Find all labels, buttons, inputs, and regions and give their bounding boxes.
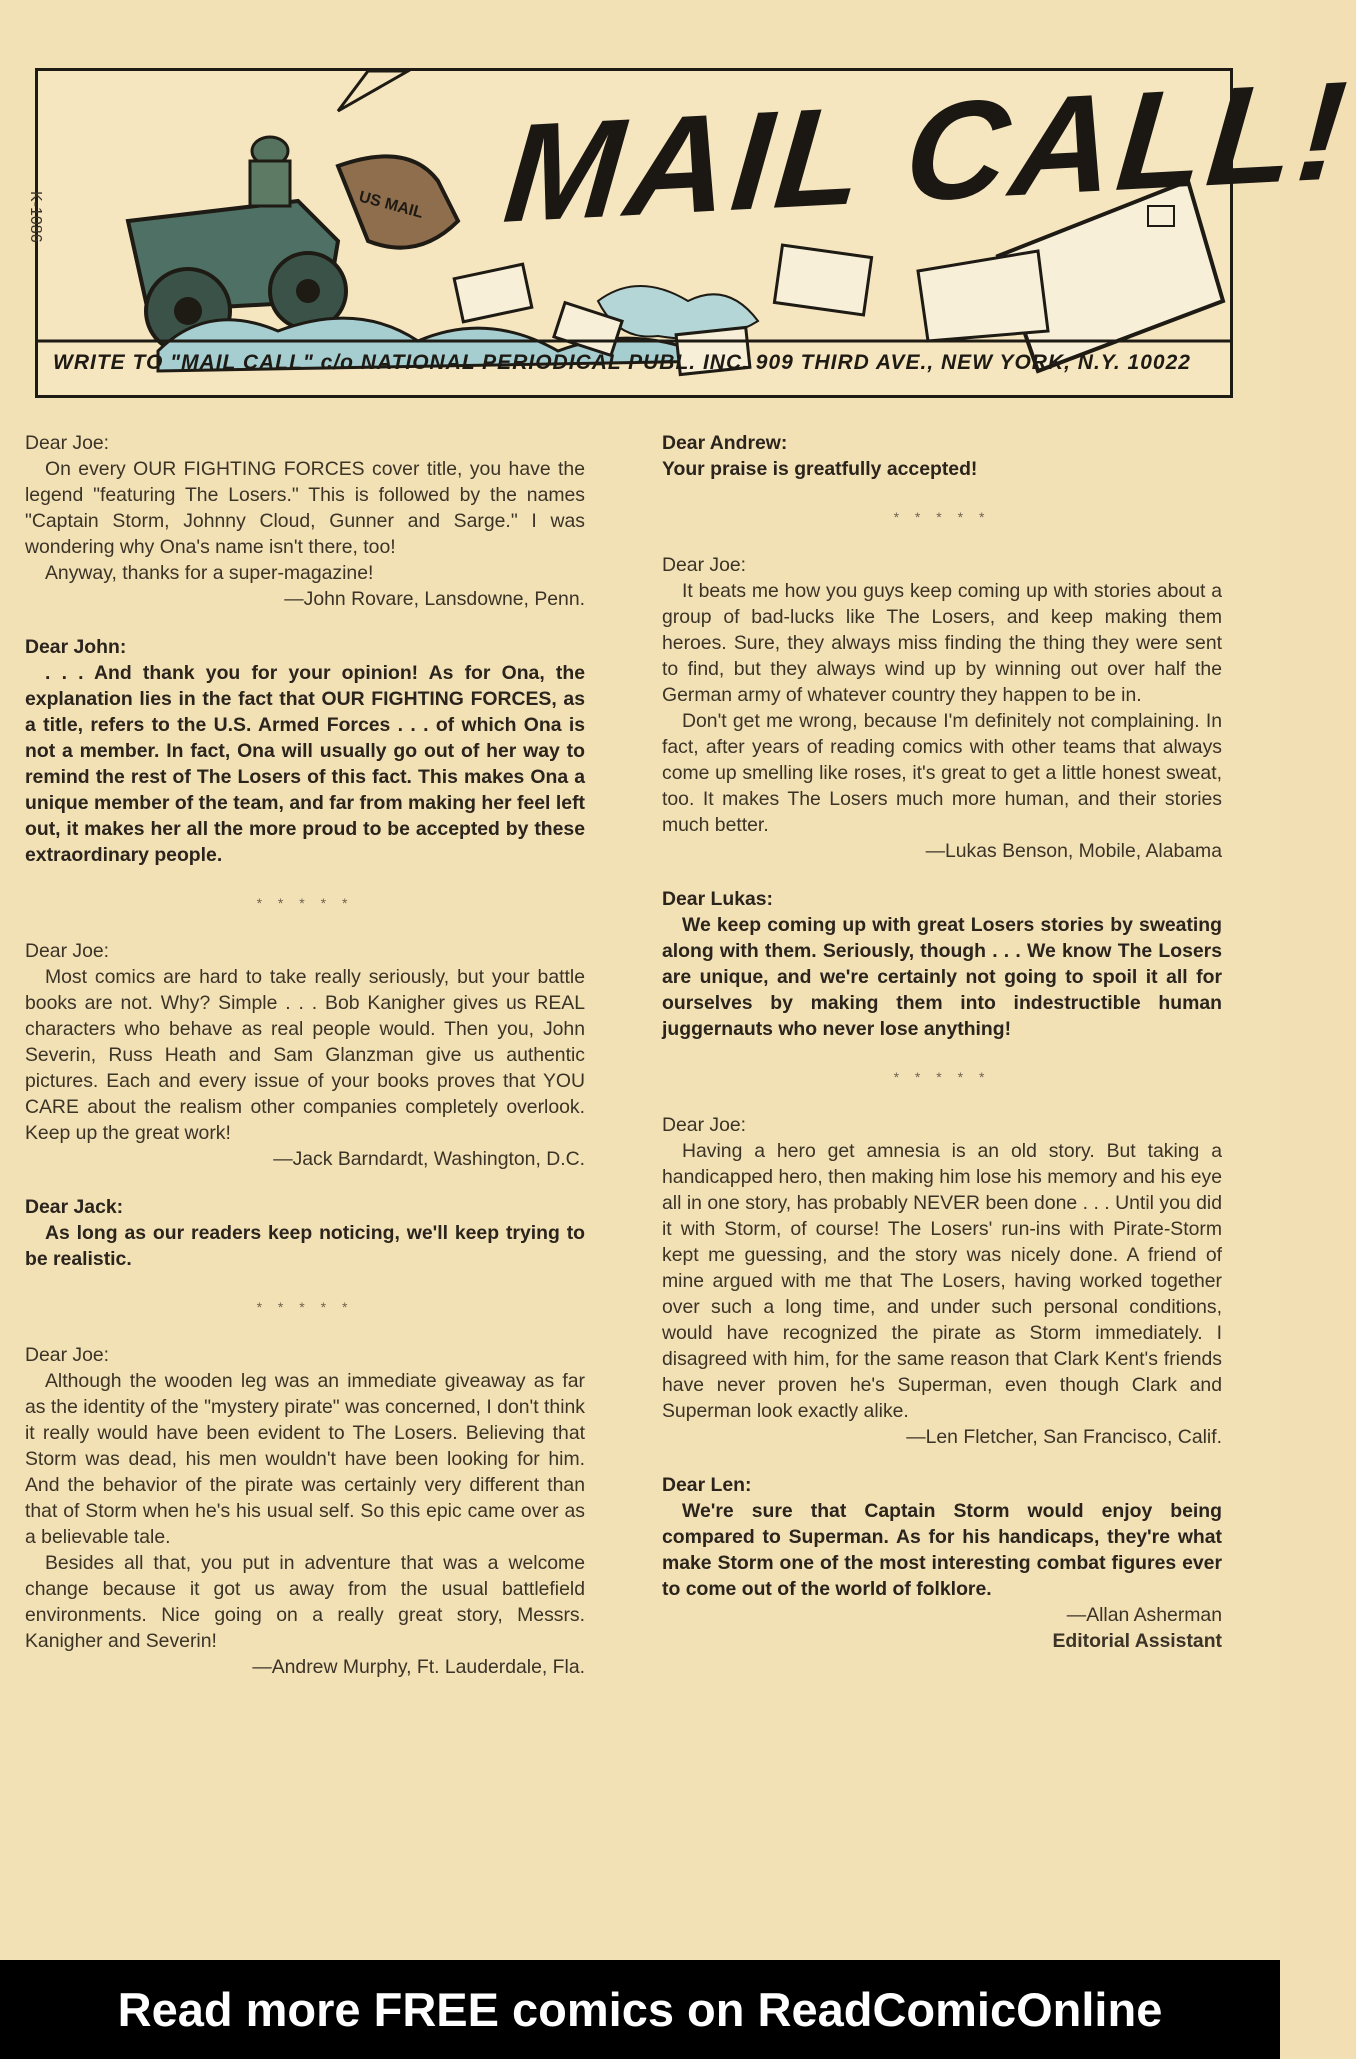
letter-signature: —Lukas Benson, Mobile, Alabama <box>925 840 1222 862</box>
letter-barndardt <box>25 938 585 1172</box>
letter-murphy <box>25 1342 585 1680</box>
letter-salutation: Dear Joe: <box>662 554 747 576</box>
left-column <box>25 430 585 1702</box>
section-divider: * * * * * <box>893 1069 991 1085</box>
letter-paragraph: It beats me how you guys keep coming up with stories about a group of bad-lucks like The Losers, and keep making them heroes. Sure, they always miss finding the thing they were sent to find, but they always wind up by winning out over half the German army of whatever country they happen to be in. <box>662 580 1222 706</box>
section-divider: * * * * * <box>893 509 991 525</box>
right-column <box>662 430 1222 1676</box>
section-divider: * * * * * <box>256 1299 354 1315</box>
reply-paragraph: Your praise is greatfully accepted! <box>662 458 978 480</box>
reply-paragraph: We're sure that Captain Storm would enjoy being compared to Superman. As for his handicaps, they're what make Storm one of the most interesting combat figures ever to come out of the world of folklore. <box>662 1500 1222 1600</box>
editor-title: Editorial Assistant <box>1052 1630 1222 1652</box>
letter-signature: —Jack Barndardt, Washington, D.C. <box>273 1148 585 1170</box>
letter-salutation: Dear Joe: <box>25 432 110 454</box>
letter-signature: —Len Fletcher, San Francisco, Calif. <box>906 1426 1222 1448</box>
mail-sack-label: US MAIL <box>356 188 425 222</box>
mail-call-header-panel <box>27 51 1356 398</box>
mail-call-title: MAIL CALL! <box>498 51 1356 252</box>
reply-andrew <box>662 430 1222 482</box>
letter-signature: —Andrew Murphy, Ft. Lauderdale, Fla. <box>252 1656 585 1678</box>
reply-john <box>25 634 585 868</box>
letter-salutation: Dear Joe: <box>662 1114 747 1136</box>
letter-fletcher <box>662 1112 1222 1450</box>
footer-banner <box>0 1960 1280 2059</box>
letter-signature: —John Rovare, Lansdowne, Penn. <box>284 588 585 610</box>
editor-signature: —Allan Asherman <box>1066 1604 1222 1626</box>
page-code: K-1086 <box>27 191 44 243</box>
reply-len <box>662 1472 1222 1654</box>
letter-paragraph: Besides all that, you put in adventure that was a welcome change because it got us away from the usual battlefield environments. Nice going on a really great story, Messrs. Kanigher and Severin! <box>25 1552 585 1652</box>
reply-salutation: Dear Andrew: <box>662 432 788 454</box>
reply-salutation: Dear John: <box>25 636 127 658</box>
reply-paragraph: As long as our readers keep noticing, we'll keep trying to be realistic. <box>25 1222 585 1270</box>
reply-salutation: Dear Lukas: <box>662 888 774 910</box>
letter-salutation: Dear Joe: <box>25 940 110 962</box>
reply-salutation: Dear Jack: <box>25 1196 124 1218</box>
letter-paragraph: Anyway, thanks for a super-magazine! <box>45 562 374 584</box>
reply-salutation: Dear Len: <box>662 1474 752 1496</box>
reply-lukas <box>662 886 1222 1042</box>
letter-benson <box>662 552 1222 864</box>
section-divider: * * * * * <box>256 895 354 911</box>
letter-paragraph: Don't get me wrong, because I'm definitely not complaining. In fact, after years of reading comics with other teams that always come up smelling like roses, it's great to get a little honest sweat, too. It makes The Losers much more human, and their stories much better. <box>662 710 1222 836</box>
letter-paragraph: On every OUR FIGHTING FORCES cover title, you have the legend "featuring The Losers." This is followed by the names "Captain Storm, Johnny Cloud, Gunner and Sarge." I was wondering why Ona's name isn't there, too! <box>25 458 585 558</box>
letter-paragraph: Having a hero get amnesia is an old story. But taking a handicapped hero, then making him lose his memory and his eye all in one story, has probably NEVER been done . . . Until you did it with Storm, of course! The Losers' run-ins with Pirate-Storm kept me guessing, and the story was nicely done. A friend of mine argued with me that The Losers, having worked together over such a long time, and under such personal conditions, would have recognized the pirate as Storm immediately. I disagreed with him, for the same reason that Clark Kent's friends have never proven he's Superman, even though Clark and Superman look exactly alike. <box>662 1140 1222 1422</box>
letter-paragraph: Most comics are hard to take really seriously, but your battle books are not. Why? Simple . . . Bob Kanigher gives us REAL characters who behave as real people would. Then you, John Severin, Russ Heath and Sam Glanzman give us authentic pictures. Each and every issue of your books proves that YOU CARE about the realism other companies completely overlook. Keep up the great work! <box>25 966 585 1144</box>
reply-paragraph: . . . And thank you for your opinion! As for Ona, the explanation lies in the fact that OUR FIGHTING FORCES, as a title, refers to the U.S. Armed Forces . . . of which Ona is not a member. In fact, Ona will usually go out of her way to remind the rest of The Losers of this fact. This makes Ona a unique member of the team, and far from making her feel left out, it makes her all the more proud to be accepted by these extraordinary people. <box>25 662 585 866</box>
letter-rovare <box>25 430 585 612</box>
letter-paragraph: Although the wooden leg was an immediate giveaway as far as the identity of the "mystery pirate" was concerned, I don't think it really would have been evident to The Losers. Believing that Storm was dead, his men wouldn't have been looking for him. And the behavior of the pirate was certainly very different than that of Storm when he's his usual self. So this epic came over as a believable tale. <box>25 1370 585 1548</box>
reply-paragraph: We keep coming up with great Losers stories by sweating along with them. Seriously, though . . . We know The Losers are unique, and we're certainly not going to spoil it all for ourselves by making them into indestructible human juggernauts who never lose anything! <box>662 914 1222 1040</box>
reply-jack <box>25 1194 585 1272</box>
mailing-address: WRITE TO "MAIL CALL" c/o NATIONAL PERIODICAL PUBL. INC. 909 THIRD AVE., NEW YORK, N.Y. 10022 <box>53 351 1191 374</box>
letter-salutation: Dear Joe: <box>25 1344 110 1366</box>
footer-text: Read more FREE comics on ReadComicOnline <box>117 1983 1163 2036</box>
